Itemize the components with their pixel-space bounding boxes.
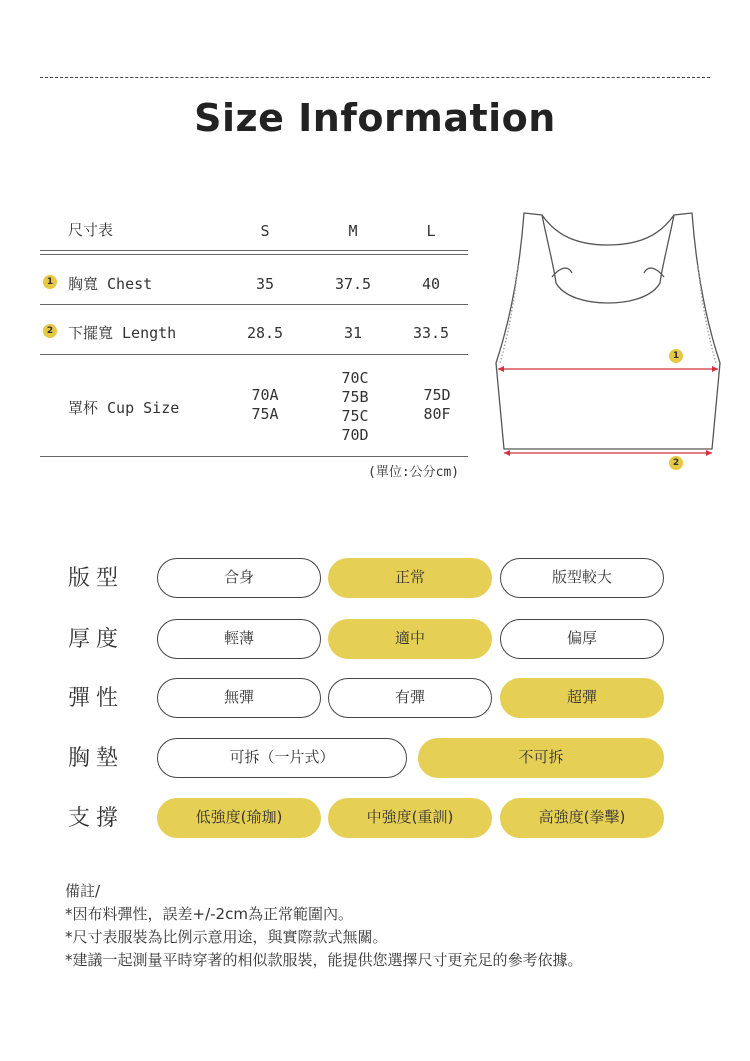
notes-heading: 備註/: [65, 882, 101, 900]
cup-s-values: [235, 386, 295, 424]
stretch-option-none: 無彈: [157, 678, 321, 718]
table-divider: [40, 354, 468, 355]
size-header-m: M: [348, 222, 358, 240]
cup-m-value: 75B: [341, 388, 369, 406]
hem-measure-line: [504, 450, 712, 456]
fit-option-regular: 正常: [328, 558, 492, 598]
cup-m-value: 75C: [341, 407, 369, 425]
row-label-chest: 胸寬 Chest: [68, 275, 153, 293]
attribute-label-padding: 胸墊: [68, 746, 125, 771]
attribute-label-fit: 版型: [68, 566, 125, 591]
length-m-value: 31: [343, 324, 363, 342]
notes-section: [65, 880, 583, 972]
marker-1-badge: 1: [43, 275, 57, 289]
chest-m-value: 37.5: [334, 275, 372, 293]
cup-m-value: 70D: [341, 426, 369, 444]
size-header-l: L: [426, 222, 436, 240]
attribute-label-thickness: 厚度: [68, 627, 125, 652]
attribute-label-stretch: 彈性: [68, 686, 125, 711]
table-divider: [40, 304, 468, 305]
fit-option-slim: 合身: [157, 558, 321, 598]
chest-l-value: 40: [421, 275, 441, 293]
unit-note: (單位:公分cm): [368, 465, 460, 480]
size-table-header-label: 尺寸表: [68, 221, 114, 239]
sports-bra-diagram: [490, 205, 730, 475]
thickness-option-medium: 適中: [328, 619, 492, 659]
row-label-length: 下擺寬 Length: [68, 324, 177, 342]
attribute-label-support: 支撐: [68, 806, 125, 831]
stretch-option-some: 有彈: [328, 678, 492, 718]
chest-s-value: 35: [255, 275, 275, 293]
size-header-s: S: [260, 222, 270, 240]
cup-m-values: [325, 369, 385, 445]
diagram-marker-2-badge: 2: [669, 456, 683, 470]
note-line: *建議一起測量平時穿著的相似款服裝，能提供您選擇尺寸更充足的參考依據。: [65, 951, 583, 969]
diagram-marker-1-badge: 1: [669, 349, 683, 363]
cup-m-value: 70C: [341, 369, 369, 387]
top-dashed-divider: [40, 77, 710, 78]
note-line: *尺寸表服裝為比例示意用途，與實際款式無關。: [65, 928, 388, 946]
thickness-option-thick: 偏厚: [500, 619, 664, 659]
cup-l-value: 80F: [423, 405, 451, 423]
fit-option-loose: 版型較大: [500, 558, 664, 598]
chest-measure-line: [498, 366, 718, 372]
cup-s-value: 70A: [251, 386, 279, 404]
cup-l-value: 75D: [423, 386, 451, 404]
thickness-option-thin: 輕薄: [157, 619, 321, 659]
padding-option-fixed: 不可拆: [418, 738, 664, 778]
cup-l-values: [407, 386, 467, 424]
length-l-value: 33.5: [412, 324, 450, 342]
length-s-value: 28.5: [246, 324, 284, 342]
cup-s-value: 75A: [251, 405, 279, 423]
table-divider: [40, 456, 468, 457]
page-title: Size Information: [194, 96, 556, 140]
support-option-medium: 中強度(重訓): [328, 798, 492, 838]
padding-option-removable: 可拆（一片式）: [157, 738, 407, 778]
stretch-option-super: 超彈: [500, 678, 664, 718]
marker-2-badge: 2: [43, 324, 57, 338]
note-line: *因布料彈性，誤差+/-2cm為正常範圍內。: [65, 905, 353, 923]
support-option-high: 高強度(拳擊): [500, 798, 664, 838]
table-divider: [40, 254, 468, 255]
row-label-cup-size: 罩杯 Cup Size: [68, 399, 180, 417]
table-divider: [40, 250, 468, 251]
support-option-low: 低強度(瑜珈): [157, 798, 321, 838]
